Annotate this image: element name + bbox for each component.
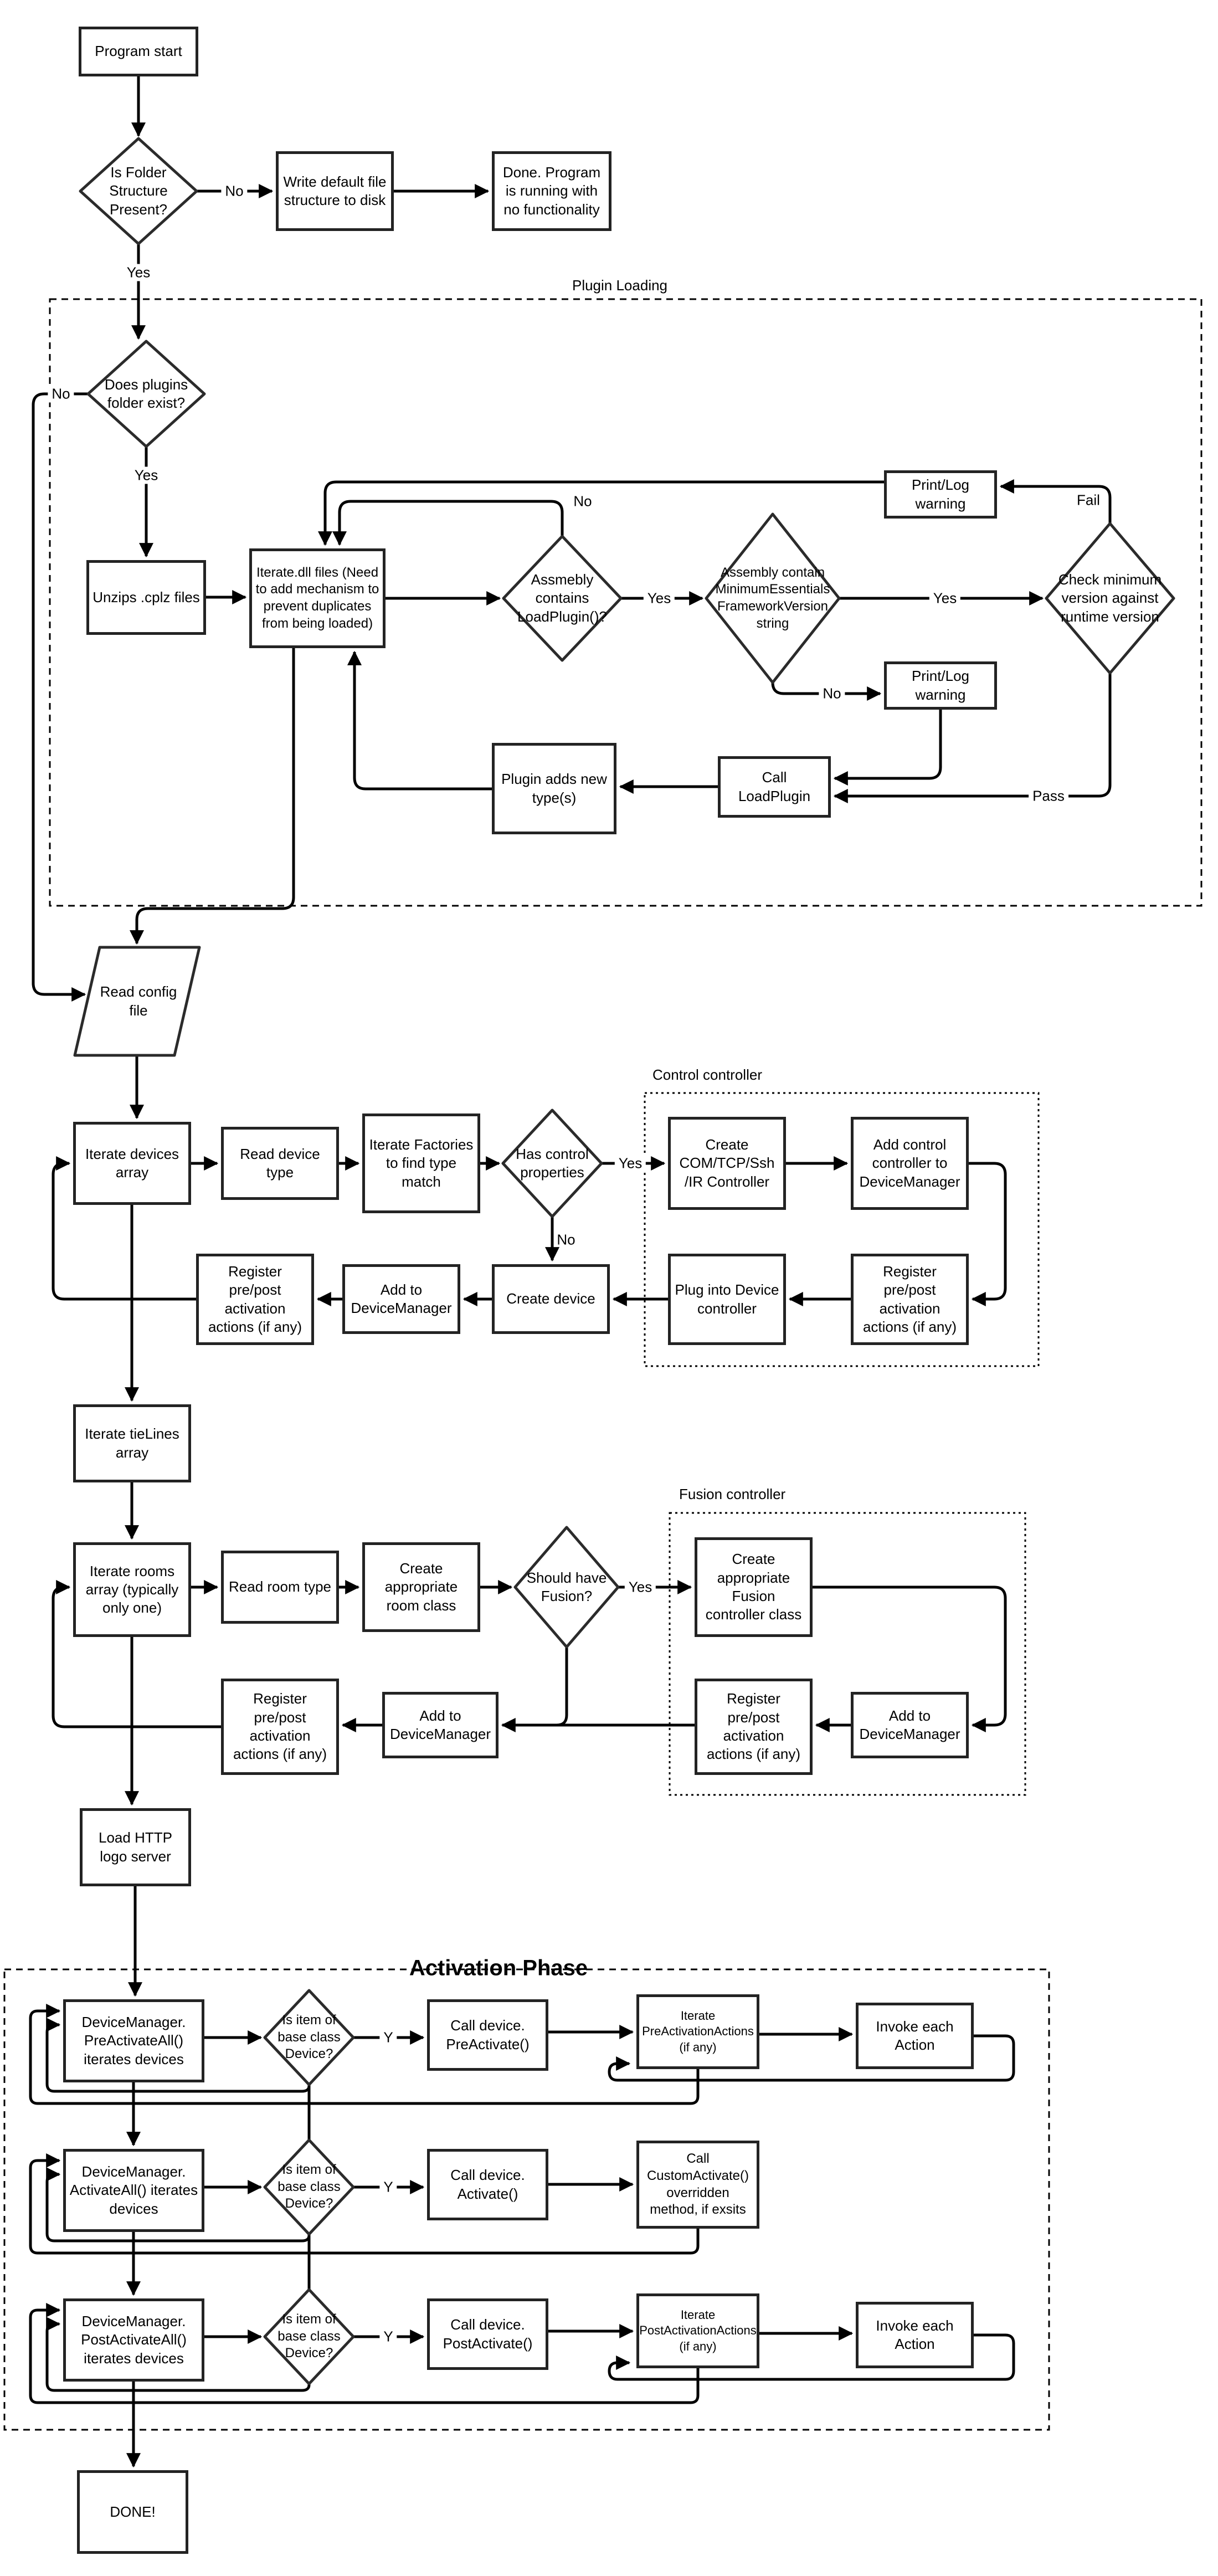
- node-call-preactivate: Call device. PreActivate(): [427, 1999, 548, 2071]
- node-register-actions-device: Register pre/post activation actions (if any): [196, 1254, 314, 1345]
- activation-phase-label: Activation Phase: [409, 1956, 588, 1980]
- node-call-custom-activate: Call CustomActivate() overridden method, if exsits: [636, 2141, 759, 2229]
- node-invoke-each-pre: Invoke each Action: [856, 2003, 974, 2069]
- node-iterate-dll: Iterate.dll files (Need to add mechanism to prevent duplicates from being loaded): [249, 548, 386, 648]
- plugin-loading-container: [50, 299, 1201, 906]
- node-device-check-post: Is item of base class Device?: [277, 2311, 341, 2361]
- node-read-config: Read config file: [100, 983, 177, 1019]
- node-invoke-each-post: Invoke each Action: [856, 2302, 974, 2368]
- node-read-room-type: Read room type: [221, 1551, 339, 1624]
- node-call-postactivate: Call device. PostActivate(): [427, 2298, 548, 2370]
- node-unzip-cplz: Unzips .cplz files: [86, 560, 206, 635]
- node-dm-activate: DeviceManager. ActivateAll() iterates devices: [63, 2149, 204, 2232]
- edge-label-y-post: Y: [379, 2328, 397, 2346]
- node-assembly-loadplugin-check: Assmebly contains LoadPlugin()?: [517, 571, 607, 625]
- node-iterate-factories: Iterate Factories to find type match: [362, 1113, 480, 1213]
- edge-label-no-minver: No: [819, 685, 845, 702]
- node-fusion-check: Should have Fusion?: [526, 1569, 607, 1604]
- node-load-http: Load HTTP logo server: [80, 1808, 191, 1886]
- plugin-loading-label: Plugin Loading: [568, 277, 672, 294]
- node-register-actions-room: Register pre/post activation actions (if any): [221, 1679, 339, 1775]
- control-controller-label: Control controller: [652, 1066, 762, 1083]
- node-print-log-warning-no: Print/Log warning: [884, 661, 997, 710]
- edge-label-y-pre: Y: [379, 2029, 397, 2046]
- node-dm-preactivate: DeviceManager. PreActivateAll() iterates devices: [63, 1999, 204, 2082]
- node-iterate-preactions: Iterate PreActivationActions (if any): [636, 1994, 759, 2069]
- edge-label-yes-minver: Yes: [929, 590, 960, 607]
- edge-label-no-loadplugin: No: [569, 493, 595, 510]
- node-call-activate: Call device. Activate(): [427, 2149, 548, 2220]
- node-write-default: Write default file structure to disk: [276, 151, 394, 231]
- node-add-to-dm-device: Add to DeviceManager: [342, 1264, 460, 1334]
- node-iterate-rooms: Iterate rooms array (typically only one): [73, 1542, 191, 1637]
- node-folder-check: Is Folder Structure Present?: [109, 164, 168, 218]
- node-iterate-postactions: Iterate PostActivationActions (if any): [636, 2293, 759, 2368]
- node-plugin-adds-types: Plugin adds new type(s): [492, 743, 616, 834]
- node-add-control-controller: Add control controller to DeviceManager: [851, 1117, 969, 1210]
- edge-label-yes-fusion: Yes: [625, 1579, 656, 1596]
- node-create-room-class: Create appropriate room class: [362, 1542, 480, 1632]
- node-create-device: Create device: [492, 1264, 610, 1334]
- node-assembly-minver-check: Assembly contain MinimumEssentialsFrameworkVersion string: [715, 565, 830, 631]
- edge-label-yes-loadplugin: Yes: [644, 590, 675, 607]
- node-program-start: Program start: [79, 27, 198, 76]
- node-register-actions-ctrl: Register pre/post activation actions (if any): [851, 1254, 969, 1345]
- node-iterate-tielines: Iterate tieLines array: [73, 1404, 191, 1482]
- edge-label-pass: Pass: [1029, 788, 1068, 805]
- edge-label-yes-folder: Yes: [123, 264, 154, 281]
- fusion-controller-label: Fusion controller: [679, 1486, 786, 1502]
- edge-label-yes-plugins: Yes: [131, 467, 162, 484]
- edge-label-yes-control: Yes: [615, 1155, 646, 1172]
- node-has-control-check: Has control properties: [516, 1145, 589, 1181]
- node-device-check-act: Is item of base class Device?: [277, 2162, 341, 2211]
- node-iterate-devices: Iterate devices array: [73, 1122, 191, 1205]
- node-add-to-dm-fusion: Add to DeviceManager: [851, 1692, 969, 1758]
- edge-label-fail: Fail: [1077, 491, 1100, 509]
- node-plug-into-controller: Plug into Device controller: [668, 1254, 786, 1345]
- node-plugins-folder-check: Does plugins folder exist?: [104, 376, 188, 411]
- edge-label-no-plugins: No: [48, 386, 74, 403]
- node-device-check-pre: Is item of base class Device?: [277, 2012, 341, 2062]
- node-create-controller: Create COM/TCP/Ssh /IR Controller: [668, 1117, 786, 1210]
- node-dm-postactivate: DeviceManager. PostActivateAll() iterates devices: [63, 2298, 204, 2382]
- node-done: DONE!: [77, 2470, 188, 2554]
- node-print-log-warning-fail: Print/Log warning: [884, 470, 997, 519]
- node-call-loadplugin: Call LoadPlugin: [718, 756, 831, 818]
- node-register-actions-fusion: Register pre/post activation actions (if any): [695, 1679, 813, 1775]
- edge-label-y-act: Y: [379, 2179, 397, 2196]
- edge-label-no-folder: No: [221, 183, 247, 200]
- edge-label-no-control: No: [557, 1231, 575, 1248]
- node-version-check: Check minimum version against runtime version: [1058, 571, 1162, 625]
- node-add-to-dm-room: Add to DeviceManager: [382, 1692, 498, 1758]
- node-read-device-type: Read device type: [221, 1127, 339, 1200]
- node-done-no-functionality: Done. Program is running with no functionality: [492, 151, 611, 231]
- node-create-fusion: Create appropriate Fusion controller class: [695, 1537, 813, 1637]
